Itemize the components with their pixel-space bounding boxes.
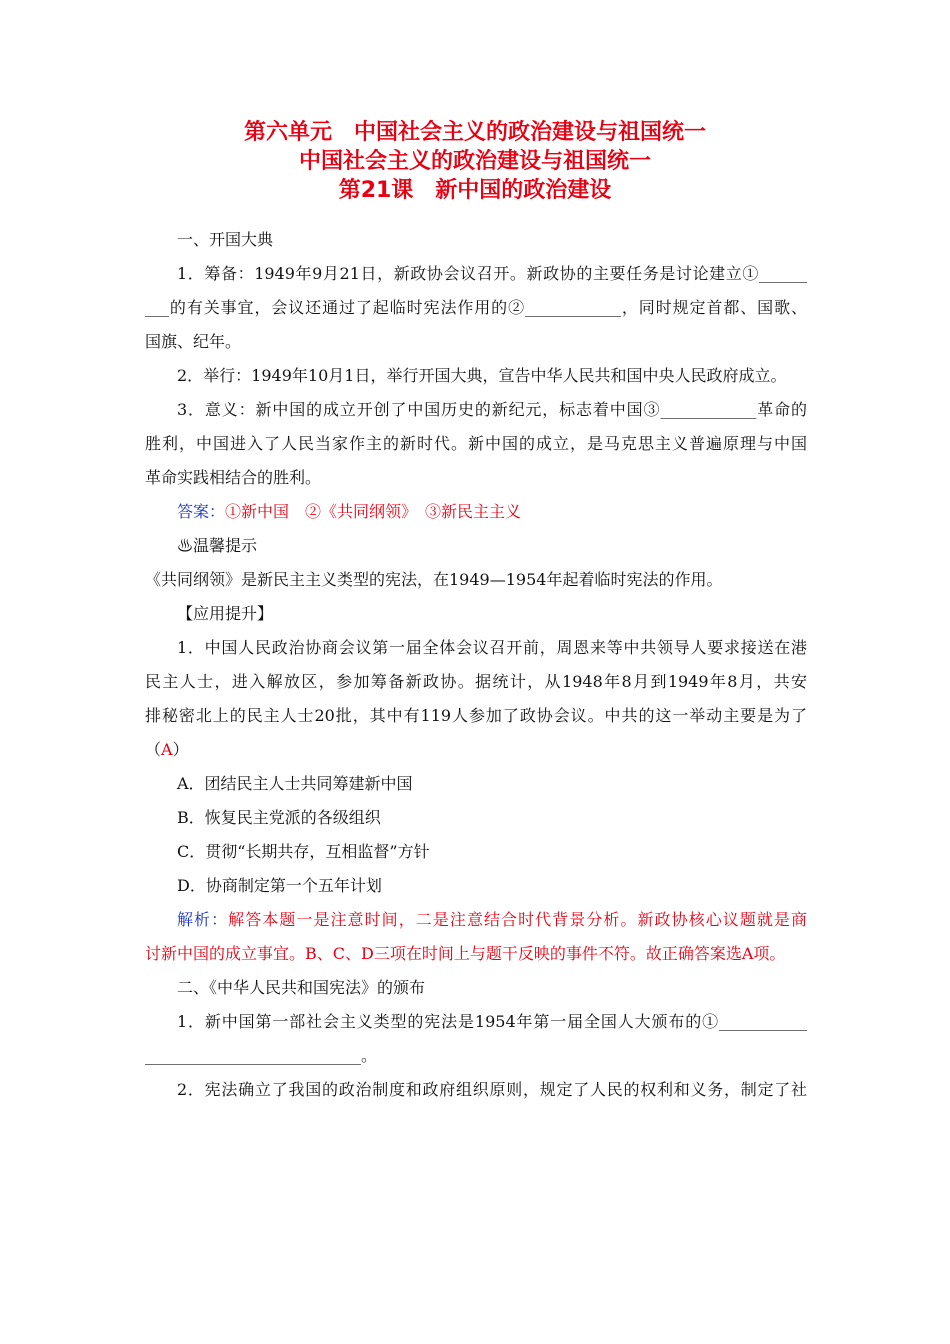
answer-label: 答案： [177, 502, 226, 521]
question-line: 民主人士，进入解放区，参加筹备新政协。据统计，从1948年8月到1949年8月，共安 [145, 672, 807, 691]
paragraph-line: ___________________________。 [145, 1046, 378, 1065]
option-a: A．团结民主人士共同筹建新中国 [177, 774, 413, 793]
analysis-line [145, 903, 807, 937]
tip-label: ♨温馨提示 [177, 536, 258, 555]
question-line: 1．中国人民政治协商会议第一届全体会议召开前，周恩来等中共领导人要求接送在港 [177, 638, 807, 657]
analysis-text: 解答本题一是注意时间，二是注意结合时代背景分析。新政协核心议题就是商 [228, 910, 807, 929]
option-d: D．协商制定第一个五年计划 [177, 876, 382, 895]
analysis-line: 讨新中国的成立事宜。B、C、D三项在时间上与题干反映的事件不符。故正确答案选A项。 [145, 944, 786, 963]
lesson-title: 第21课 新中国的政治建设 [338, 178, 612, 203]
answer-line [145, 495, 807, 529]
paragraph-line: 国旗、纪年。 [145, 332, 242, 351]
option-c: C．贯彻“长期共存，互相监督”方针 [177, 842, 430, 861]
option-b: B．恢复民主党派的各级组织 [177, 808, 381, 827]
paragraph-line: 胜利，中国进入了人民当家作主的新时代。新中国的成立，是马克思主义普遍原理与中国 [145, 434, 807, 453]
section-title: 中国社会主义的政治建设与祖国统一 [298, 149, 651, 174]
paragraph-line: 2．宪法确立了我国的政治制度和政府组织原则，规定了人民的权利和义务，制定了社 [177, 1080, 807, 1099]
tip-text: 《共同纲领》是新民主主义类型的宪法，在1949—1954年起着临时宪法的作用。 [145, 570, 723, 589]
question-line: 排秘密北上的民主人士20批，其中有119人参加了政协会议。中共的这一举动主要是为了 [145, 706, 807, 725]
paragraph-line: 革命实践相结合的胜利。 [145, 468, 322, 487]
paragraph-line: 2．举行：1949年10月1日，举行开国大典，宣告中华人民共和国中央人民政府成立。 [177, 366, 787, 385]
heading-kaiguo: 一、开国大典 [177, 230, 274, 249]
paragraph-line: ___的有关事宜，会议还通过了起临时宪法作用的②____________，同时规定首都、国歌、 [145, 298, 807, 317]
bracket-close: ） [172, 740, 189, 759]
bracket-open: （ [145, 740, 162, 759]
heading-constitution: 二、《中华人民共和国宪法》的颁布 [177, 978, 426, 997]
paragraph-line: 1．筹备：1949年9月21日，新政协会议召开。新政协的主要任务是讨论建立①______ [177, 264, 807, 283]
answer-bracket [145, 733, 807, 767]
paragraph-line: 1．新中国第一部社会主义类型的宪法是1954年第一届全国人大颁布的①___________ [177, 1012, 807, 1031]
apply-heading: 【应用提升】 [177, 604, 274, 623]
unit-title: 第六单元 中国社会主义的政治建设与祖国统一 [243, 120, 706, 145]
question-answer: A [161, 740, 173, 759]
answer-text: ①新中国 ②《共同纲领》 ③新民主主义 [225, 502, 522, 521]
analysis-label: 解析： [177, 910, 229, 929]
document-body [145, 223, 807, 1107]
title-block [0, 118, 950, 205]
paragraph-line: 3．意义：新中国的成立开创了中国历史的新纪元，标志着中国③____________革命的 [177, 400, 807, 419]
